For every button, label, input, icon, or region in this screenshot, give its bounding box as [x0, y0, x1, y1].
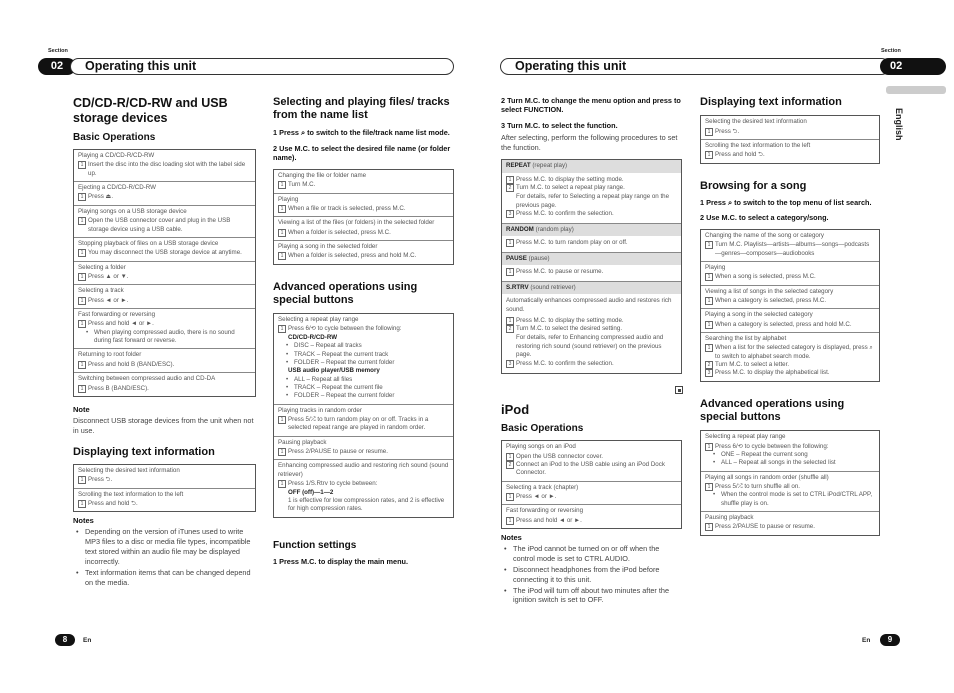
table-cell	[701, 333, 879, 381]
cell-line	[705, 128, 875, 136]
side-language-label: English	[894, 108, 904, 141]
list-item: • Text information items that can be changed depend on the media.	[73, 568, 256, 588]
cell-line-text: Press M.C. to pause or resume.	[516, 268, 604, 276]
cell-line	[278, 205, 449, 213]
step-number-icon: 1	[705, 297, 713, 305]
table-cell	[74, 150, 255, 182]
step-2: 2 Use M.C. to select the desired file name (or folder name).	[273, 143, 451, 163]
cell-line	[705, 273, 875, 281]
browse-step-2: 2 Use M.C. to select a category/song.	[700, 213, 829, 223]
step-number-icon: 1	[506, 239, 514, 247]
heading-browse: Browsing for a song	[700, 179, 807, 192]
cell-line-text: When a list for the selected category is displayed, press ⌕ to switch to alphabet search mode.	[715, 344, 873, 360]
cell-line	[78, 161, 251, 178]
cell-title: Fast forwarding or reversing	[506, 507, 584, 515]
cell-title: Pausing playback	[278, 438, 327, 446]
cell-line-text: Press B (BAND/ESC).	[88, 384, 149, 392]
table-cell	[74, 349, 255, 373]
cell-line	[506, 453, 677, 461]
table-cell	[274, 194, 453, 218]
band-random	[502, 223, 681, 236]
cell-line	[78, 476, 251, 484]
table-cell	[701, 309, 879, 333]
cell-line-text: Insert the disc into the disc loading slot with the label side up.	[88, 161, 246, 177]
cell-line-text: Turn M.C. Playlists—artists—albums—songs—podcasts—genres—composers—audiobooks	[715, 241, 870, 257]
step-number-icon: 2	[705, 361, 713, 369]
step-number-icon: 2	[506, 184, 514, 192]
step-number-icon: 1	[78, 217, 86, 225]
cell-title: Scrolling the text information to the left	[78, 490, 184, 498]
step-number-icon: 1	[278, 252, 286, 260]
step-number-icon: 2	[506, 461, 514, 469]
cell-line	[506, 493, 677, 501]
cell-title: Returning to root folder	[78, 351, 142, 359]
cell-line-text: Press and hold B (BAND/ESC).	[88, 360, 175, 368]
step-number-icon: 1	[278, 480, 286, 488]
table-cell	[274, 217, 453, 241]
notes-heading: Notes	[73, 516, 94, 526]
section-number-right: 02	[880, 58, 946, 75]
ipod-adv-pause	[701, 512, 879, 535]
usb-items	[278, 376, 449, 401]
ipod-notes-heading: Notes	[501, 533, 522, 543]
usb-label: USB audio player/USB memory	[288, 367, 380, 375]
cell-title: Scrolling the text information to the left	[705, 141, 811, 149]
step-number-icon: 3	[506, 210, 514, 218]
random-steps	[502, 236, 681, 252]
ipod-adv-shuffle	[701, 472, 879, 512]
table-cell	[74, 262, 255, 286]
cell-line	[78, 385, 251, 393]
table-cell	[74, 373, 255, 396]
step-number-icon: 1	[78, 385, 86, 393]
table-cell	[701, 140, 879, 163]
step-number-icon: 1	[78, 161, 86, 169]
srtrv-desc: 1 is effective for low compression rates, and 2 is effective for high compression rates.	[288, 496, 445, 513]
cell-title: Viewing a list of songs in the selected category	[705, 287, 834, 295]
ipod-basic-table	[501, 440, 682, 529]
heading-display-text-ipod: Displaying text information	[700, 96, 842, 108]
list-item: • Disconnect headphones from the iPod before connecting it to this unit.	[501, 565, 682, 585]
step-number-icon: 1	[705, 344, 713, 352]
list-item: • The iPod will turn off about two minutes after the ignition switch is set to OFF.	[501, 586, 682, 606]
cell-line-text: Press and hold ◄ or ►.	[88, 320, 154, 328]
list-item: • FOLDER – Repeat the current folder	[284, 392, 449, 400]
cell-title: Playing	[278, 195, 299, 203]
cell-line-text: Press 2/PAUSE to pause or resume.	[288, 448, 388, 456]
step-number-icon: 1	[78, 320, 86, 328]
cell-line	[506, 239, 677, 248]
step-number-icon: 1	[278, 229, 286, 237]
cell-line-text: When a folder is selected, press and hold M.C.	[288, 252, 417, 260]
step-number-icon: 1	[278, 181, 286, 189]
band-sub: (random play)	[535, 225, 574, 233]
cell-line-text: Turn M.C. to select the desired setting.	[516, 325, 623, 333]
cell-line	[506, 461, 677, 478]
band-srtrv	[502, 281, 681, 294]
cell-line	[78, 500, 251, 508]
step-number-icon: 1	[78, 297, 86, 305]
cell-line	[78, 320, 251, 328]
list-item: • ALL – Repeat all songs in the selected list	[711, 459, 875, 467]
step-number-icon: 1	[506, 268, 514, 276]
ipod-advanced-table	[700, 430, 880, 536]
cell-line-text: Turn M.C. to select a letter.	[715, 361, 790, 369]
cell-line	[705, 483, 875, 491]
cell-title: Playing all songs in random order (shuffle all)	[705, 473, 829, 481]
cell-line	[278, 252, 449, 260]
cell-line	[78, 193, 251, 201]
cell-line-text: For details, refer to Enhancing compressed audio and restoring rich sound (sound retriever) on the previous page.	[516, 333, 664, 359]
step-number-icon: 1	[705, 321, 713, 329]
table-cell	[502, 482, 681, 506]
section-label-right: Section	[881, 48, 901, 54]
heading-ipod-basic: Basic Operations	[501, 423, 584, 435]
list-item: • The iPod cannot be turned on or off when the control mode is set to CTRL AUDIO.	[501, 544, 682, 564]
cell-line-text: When a category is selected, press M.C.	[715, 296, 827, 304]
heading-advanced-ops: Advanced operations using special buttons	[273, 280, 418, 306]
cell-line-text: When a file or track is selected, press M.C.	[288, 204, 406, 212]
cell-title: Selecting a folder	[78, 263, 126, 271]
srtrv-cycle: OFF (off)—1—2	[288, 488, 334, 496]
srtrv-body	[502, 294, 681, 372]
table-cell	[74, 238, 255, 262]
step-number-icon: 2	[506, 325, 514, 333]
step-number-icon: 3	[506, 360, 514, 368]
list-item: • TRACK – Repeat the current file	[284, 384, 449, 392]
cell-line-text: Press 6/⟲ to cycle between the following:	[715, 442, 829, 450]
cell-line	[278, 229, 449, 237]
cell-line	[705, 241, 875, 258]
cell-title: Playing a song in the selected folder	[278, 242, 378, 250]
cell-title: Switching between compressed audio and CD-DA	[78, 375, 216, 383]
step-number-icon: 1	[705, 273, 713, 281]
page-title-left: Operating this unit	[70, 58, 454, 75]
adv-cell-random	[274, 405, 453, 437]
section-label-left: Section	[48, 48, 68, 54]
band-label: PAUSE	[506, 254, 527, 262]
band-sub: (pause)	[528, 254, 550, 262]
cell-line	[78, 249, 251, 257]
repeat-items	[705, 451, 875, 468]
step-number-icon: 1	[278, 448, 286, 456]
adv-cell-pause	[274, 437, 453, 461]
notes-list	[73, 527, 256, 587]
cell-title: Stopping playback of files on a USB storage device	[78, 239, 219, 247]
cell-line-text: Press M.C. to turn random play on or off.	[516, 239, 628, 247]
list-item: • Depending on the version of iTunes used to write MP3 files to a disc or media file types, incompatible text stored within an audio file may be displayed incorrectly.	[73, 527, 256, 566]
table-cell	[502, 505, 681, 528]
cell-line-text: Press M.C. to display the setting mode.	[516, 175, 624, 183]
step-number-icon: 1	[705, 523, 713, 531]
cell-title: Playing	[705, 263, 726, 271]
cell-line	[705, 361, 875, 369]
step-number-icon: 1	[506, 517, 514, 525]
column-2	[273, 96, 454, 569]
cell-title: Selecting the desired text information	[705, 118, 807, 126]
cell-line	[506, 184, 677, 193]
function-table	[501, 159, 682, 374]
cell-line	[506, 210, 677, 219]
table-cell	[74, 309, 255, 349]
func-step-3: 3 Turn M.C. to select the function.	[501, 120, 618, 130]
table-cell	[274, 170, 453, 194]
cell-line	[278, 325, 449, 333]
cell-line	[705, 151, 875, 159]
table-cell	[74, 465, 255, 489]
cell-line-text: Press and hold ⮌.	[715, 151, 765, 159]
cell-line	[78, 297, 251, 305]
cell-line-text: You may disconnect the USB storage device at anytime.	[88, 249, 242, 257]
cell-title: Selecting a repeat play range	[278, 316, 359, 324]
cell-title: Enhancing compressed audio and restoring rich sound (sound retriever)	[278, 462, 449, 478]
step-number-icon: 1	[78, 193, 86, 201]
after-select-text: After selecting, perform the following procedures to set the function.	[501, 133, 678, 153]
table-cell	[502, 441, 681, 481]
cell-line	[506, 360, 677, 369]
ipod-adv-repeat	[701, 431, 879, 471]
table-cell	[274, 241, 453, 264]
cell-line-text: Press M.C. to display the setting mode.	[516, 316, 624, 324]
page-number-left: 8	[55, 634, 75, 646]
list-item: • FOLDER – Repeat the current folder	[284, 359, 449, 367]
cell-line	[506, 193, 677, 210]
adv-cell-repeat	[274, 314, 453, 405]
heading-name-list: Selecting and playing files/ tracks from the name list	[273, 96, 450, 122]
step-number-icon: 1	[506, 493, 514, 501]
cell-line	[705, 297, 875, 305]
cell-line-text: Press ◄ or ►.	[516, 493, 557, 501]
heading-ipod-advanced: Advanced operations using special buttons	[700, 397, 845, 423]
note-heading: Note	[73, 404, 90, 414]
cd-items	[278, 342, 449, 367]
band-pause	[502, 252, 681, 265]
cell-line-text: When a song is selected, press M.C.	[715, 273, 816, 281]
cell-line	[78, 361, 251, 369]
band-label: S.RTRV	[506, 283, 529, 291]
cell-line-text: Open the USB connector cover and plug in the USB storage device using a USB cable.	[88, 217, 231, 233]
cell-line-text: When a category is selected, press and hold M.C.	[715, 320, 852, 328]
band-label: RANDOM	[506, 225, 534, 233]
page-number-right: 9	[880, 634, 900, 646]
cell-line	[705, 369, 875, 377]
cell-line-text: Press ⮌.	[715, 127, 740, 135]
display-text-table	[73, 464, 256, 512]
band-sub: (sound retriever)	[530, 283, 576, 291]
list-item: • DISC – Repeat all tracks	[284, 342, 449, 350]
cell-line-text: Press ◄ or ►.	[88, 296, 129, 304]
advanced-ops-table	[273, 313, 454, 518]
step-number-icon: 1	[278, 416, 286, 424]
section-number-left: 02	[38, 58, 76, 75]
cell-line	[705, 443, 875, 451]
table-cell	[701, 116, 879, 140]
cell-title: Changing the name of the song or category	[705, 231, 825, 239]
heading-cd-usb: CD/CD-R/CD-RW and USB storage devices	[73, 96, 228, 125]
column-3	[501, 96, 682, 606]
cell-line	[705, 523, 875, 531]
table-cell	[74, 489, 255, 512]
cell-line-text: Press ⏏.	[88, 193, 114, 201]
step-number-icon: 1	[78, 273, 86, 281]
ipod-display-table	[700, 115, 880, 163]
shuffle-bullet: • When the control mode is set to CTRL iPod/CTRL APP, shuffle play is on.	[711, 491, 875, 508]
cell-line-text: Press and hold ⮌.	[88, 499, 138, 507]
cell-line-text: Turn M.C. to select a repeat play range.	[516, 184, 625, 192]
func-step-1: 1 Press M.C. to display the main menu.	[273, 556, 409, 566]
cell-line	[278, 181, 449, 189]
table-cell	[74, 206, 255, 238]
page-title-right: Operating this unit	[500, 58, 890, 75]
cell-title: Searching the list by alphabet	[705, 335, 787, 343]
side-tab-bar	[886, 86, 946, 94]
table-cell	[701, 262, 879, 286]
list-item: • ALL – Repeat all files	[284, 376, 449, 384]
basic-ops-table	[73, 149, 256, 397]
cell-line-text: Press ⮌.	[88, 476, 113, 484]
heading-ipod: iPod	[501, 401, 530, 417]
cell-title: Fast forwarding or reversing	[78, 311, 156, 319]
list-item: • TRACK – Repeat the current track	[284, 351, 449, 359]
column-4	[700, 96, 880, 544]
cell-title: Changing the file or folder name	[278, 171, 367, 179]
end-mark-icon	[675, 386, 683, 394]
browse-table	[700, 229, 880, 382]
heading-display-text: Displaying text information	[73, 445, 215, 458]
srtrv-steps	[506, 317, 677, 369]
cell-line	[506, 517, 677, 525]
table-cell	[74, 182, 255, 206]
cell-line	[278, 416, 449, 433]
step-number-icon: 1	[705, 151, 713, 159]
cell-line-text: Press M.C. to confirm the selection.	[516, 359, 614, 367]
cell-line-text: Press M.C. to confirm the selection.	[516, 210, 614, 218]
list-item: • ONE – Repeat the current song	[711, 451, 875, 459]
band-sub: (repeat play)	[532, 162, 568, 170]
name-list-table	[273, 169, 454, 265]
cell-line-text: Press 5/⤮ to turn random play on or off. Tracks in a selected repeat range are played in random order.	[288, 416, 429, 432]
step-number-icon: 3	[705, 369, 713, 377]
cell-line-text: Press 5/⤮ to turn shuffle all on.	[715, 482, 800, 490]
cell-line	[78, 217, 251, 234]
step-number-icon: 1	[78, 500, 86, 508]
step-1: 1 Press ⌕ to switch to the file/track name list mode.	[273, 128, 450, 138]
cell-title: Playing tracks in random order	[278, 406, 362, 414]
step-number-icon: 1	[705, 483, 713, 491]
step-number-icon: 1	[705, 443, 713, 451]
cell-title: Selecting a track (chapter)	[506, 483, 579, 491]
table-cell	[74, 285, 255, 309]
repeat-steps	[502, 173, 681, 223]
cell-title: Ejecting a CD/CD-R/CD-RW	[78, 184, 156, 192]
cell-line-text: Connect an iPod to the USB cable using an iPod Dock Connector.	[516, 460, 665, 477]
band-label: REPEAT	[506, 162, 531, 170]
cell-line	[506, 268, 677, 277]
cell-line	[705, 344, 875, 361]
adv-cell-srtrv	[274, 460, 453, 516]
cell-line-text: Press ▲ or ▼.	[88, 272, 129, 280]
cell-line	[278, 480, 449, 488]
pause-steps	[502, 265, 681, 281]
cell-title: Playing songs on a USB storage device	[78, 207, 187, 215]
cell-line-text: Press M.C. to display the alphabetical list.	[715, 369, 830, 377]
step-number-icon: 1	[78, 249, 86, 257]
step-number-icon: 1	[506, 453, 514, 461]
step-number-icon: 1	[278, 325, 286, 333]
note-text: Disconnect USB storage devices from the unit when not in use.	[73, 416, 254, 435]
footer-lang-right: En	[862, 637, 871, 644]
step-number-icon: 1	[506, 317, 514, 325]
cell-line	[78, 273, 251, 281]
cell-title: Selecting a repeat play range	[705, 433, 786, 441]
table-cell	[701, 286, 879, 310]
column-1	[73, 96, 256, 589]
cell-line	[506, 317, 677, 326]
cell-line-text: For details, refer to Selecting a repeat play range on the previous page.	[516, 192, 670, 209]
cell-title: Playing a CD/CD-R/CD-RW	[78, 152, 155, 159]
footer-lang-left: En	[83, 637, 92, 644]
step-number-icon: 1	[278, 205, 286, 213]
cell-bullet: • When playing compressed audio, there is no sound during fast forward or reverse.	[84, 329, 251, 346]
cell-line	[506, 334, 677, 360]
band-repeat	[502, 160, 681, 172]
cell-line-text: Turn M.C.	[288, 181, 316, 189]
cell-line-text: When a folder is selected, press M.C.	[288, 228, 391, 236]
table-cell	[701, 230, 879, 262]
heading-function-settings: Function settings	[273, 539, 357, 551]
cd-label: CD/CD-R/CD-RW	[288, 333, 338, 341]
func-step-2: 2 Turn M.C. to change the menu option and press to select FUNCTION.	[501, 96, 681, 115]
step-number-icon: 1	[506, 176, 514, 184]
cell-line	[506, 325, 677, 334]
step-number-icon: 1	[705, 241, 713, 249]
step-number-icon: 1	[78, 361, 86, 369]
ipod-notes-list	[501, 544, 682, 605]
cell-title: Selecting the desired text information	[78, 466, 180, 474]
cell-line	[705, 321, 875, 329]
cell-title: Playing songs on an iPod	[506, 443, 576, 451]
cell-line-text: Press and hold ◄ or ►.	[516, 516, 582, 524]
cell-line-text: Press 1/S.Rtrv to cycle between:	[288, 480, 378, 488]
cell-line-text: Open the USB connector cover.	[516, 452, 604, 460]
cell-line-text: Press 2/PAUSE to pause or resume.	[715, 523, 815, 531]
cell-line-text: Press 6/⟲ to cycle between the following:	[288, 325, 402, 333]
cell-title: Viewing a list of the files (or folders) in the selected folder	[278, 219, 435, 227]
cell-title: Playing a song in the selected category	[705, 311, 813, 319]
srtrv-intro: Automatically enhances compressed audio and restores rich sound.	[506, 297, 672, 313]
cell-title: Pausing playback	[705, 514, 754, 522]
step-number-icon: 1	[78, 476, 86, 484]
cell-line	[506, 176, 677, 185]
cell-line	[278, 448, 449, 456]
browse-step-1: 1 Press ⌕ to switch to the top menu of list search.	[700, 197, 872, 207]
step-number-icon: 1	[705, 128, 713, 136]
cell-title: Selecting a track	[78, 287, 124, 295]
heading-basic-ops: Basic Operations	[73, 132, 156, 143]
